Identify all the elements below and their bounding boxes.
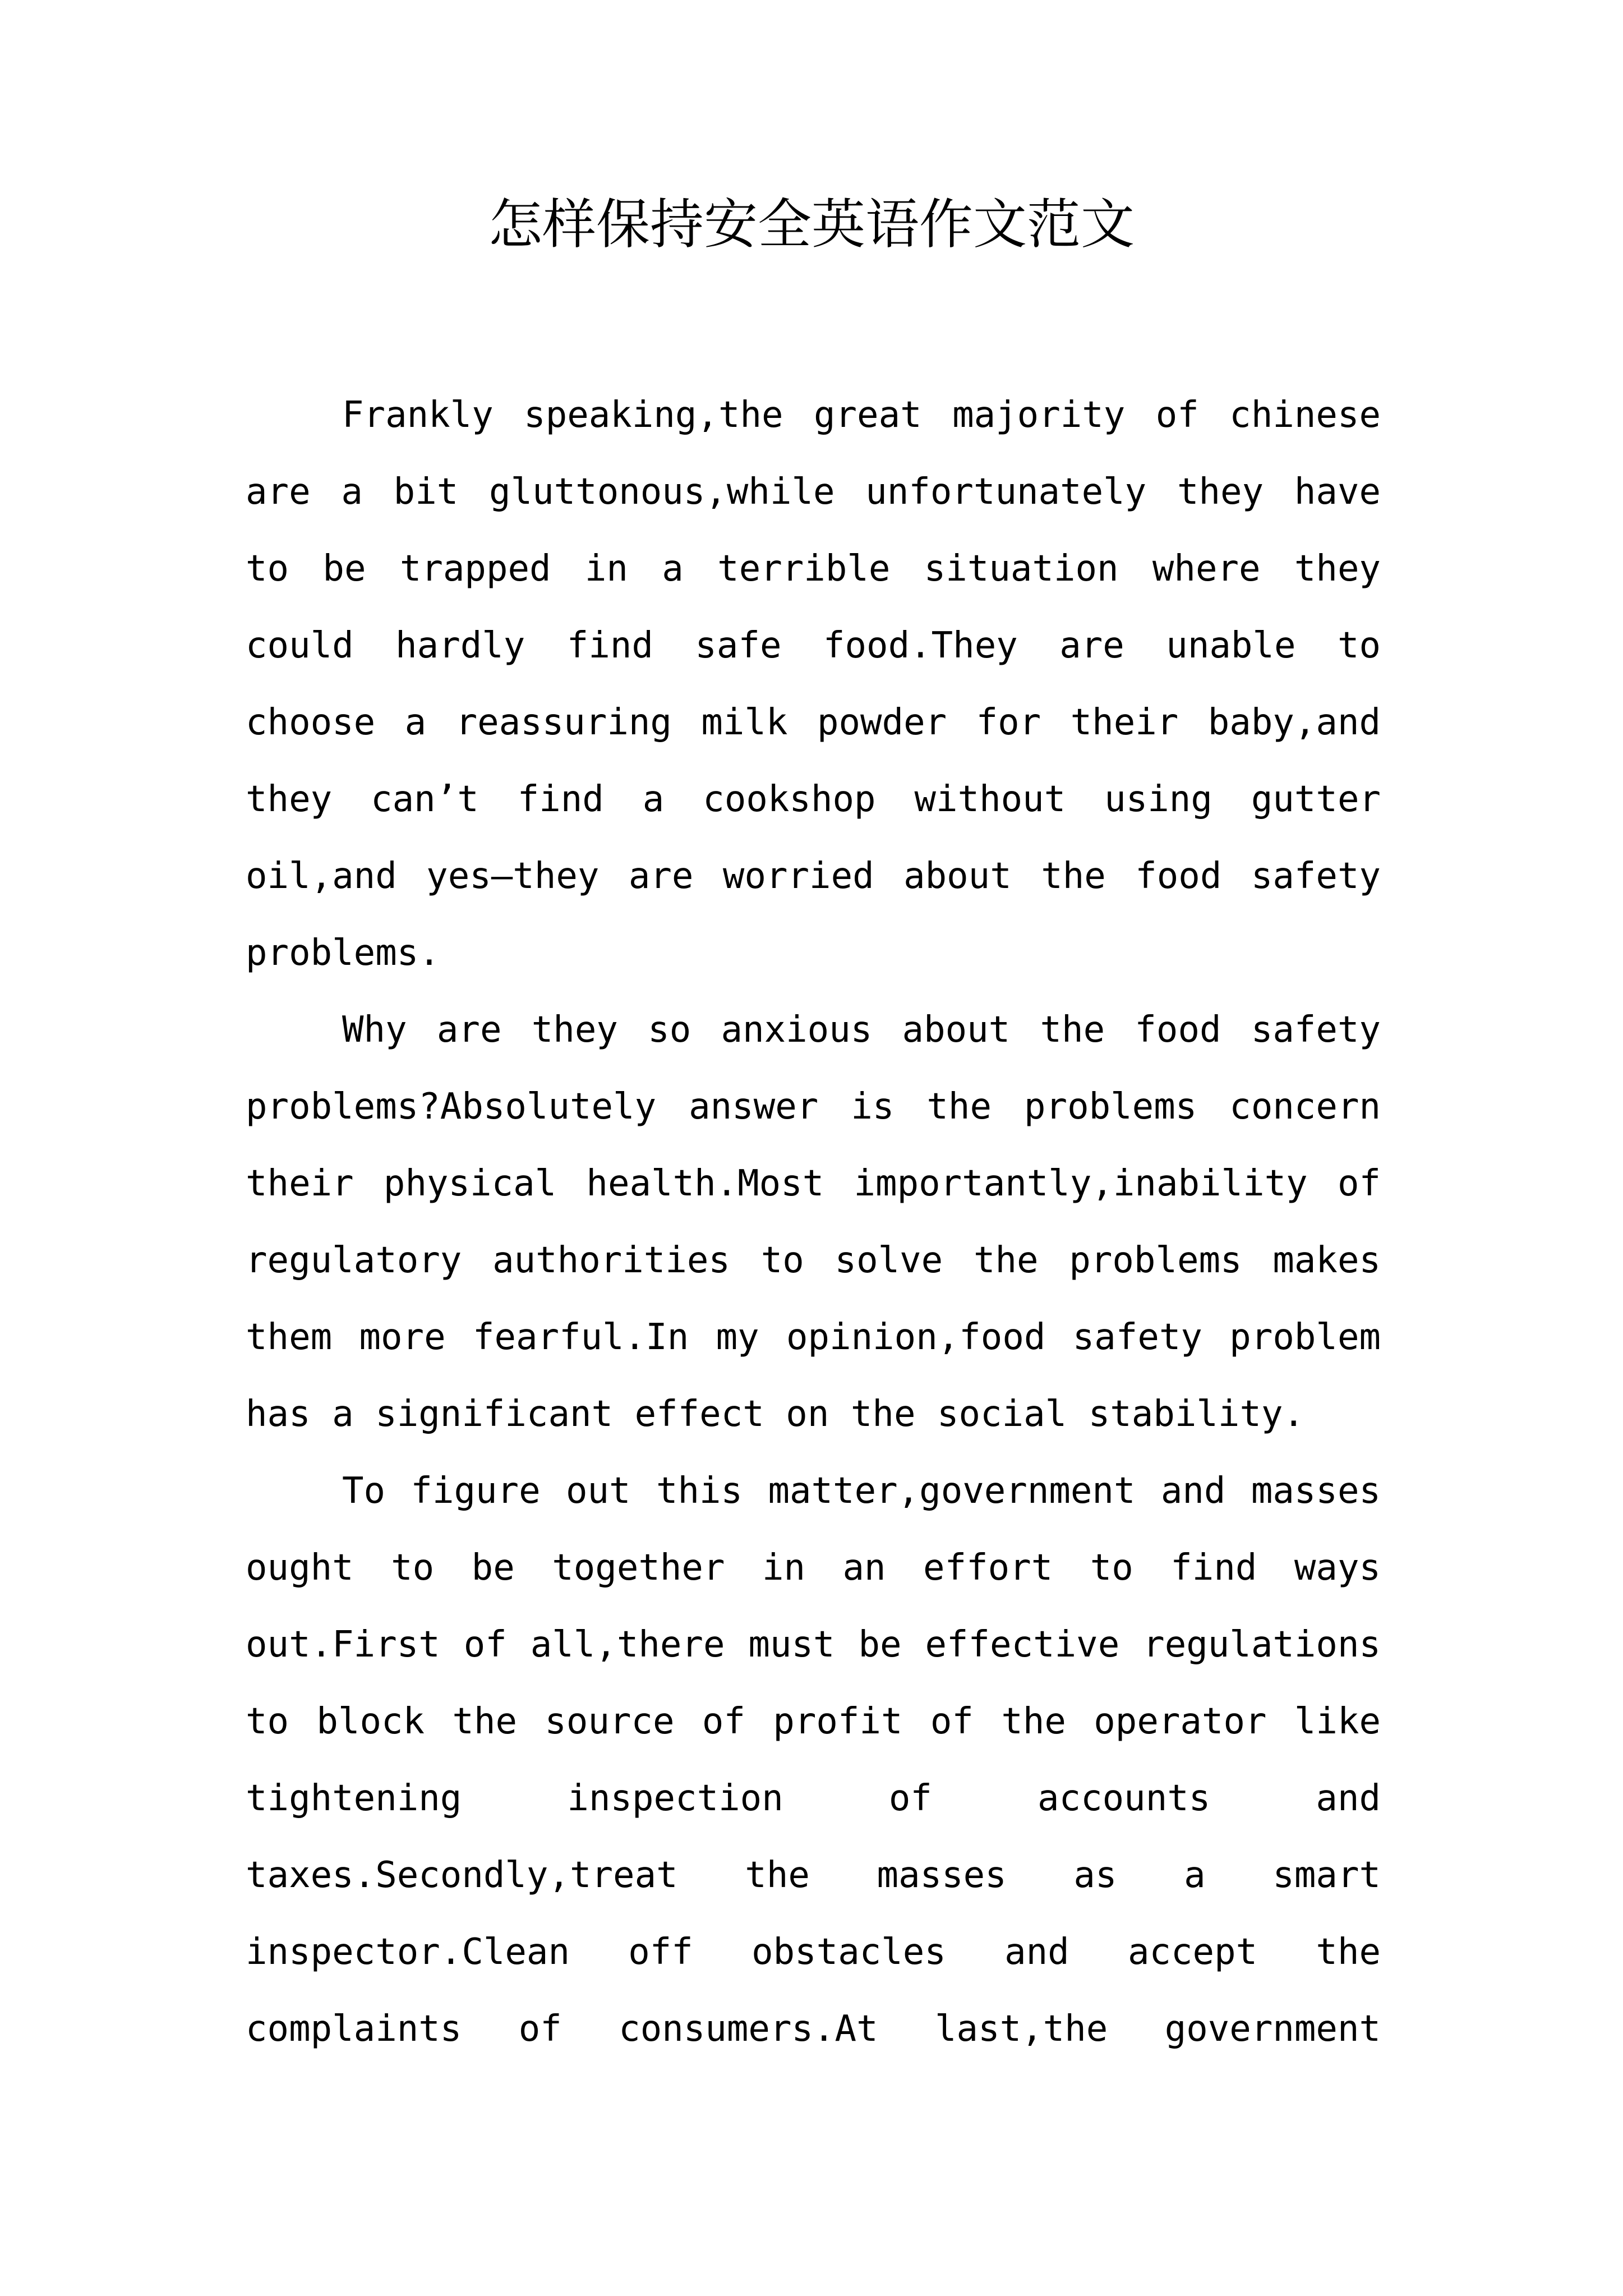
document-title: 怎样保持安全英语作文范文 bbox=[488, 193, 1135, 256]
paragraph-1: Frankly speaking,the great majority of chinese are a bit gluttonous,while unfortunately they have to be trapped in a terrible situation where they could hardly find safe food.They are unable to choose a reassuring milk powder for their baby,and they can’t find a cookshop without using gutter oil,and yes—they are worried about the food safety problems. bbox=[246, 394, 1381, 974]
paragraph-2: Why are they so anxious about the food safety problems?Absolutely answer is the problems concern their physical health.Most importantly,inability of regulatory authorities to solve the problems makes them more fearful.In my opinion,food safety problem has a significant effect on the social stability. bbox=[246, 1009, 1381, 1435]
document-body bbox=[246, 377, 1381, 2068]
paragraph-3: To figure out this matter,government and masses ought to be together in an effort to find ways out.First of all,there must be effective regulations to block the source of profit of the operator like tightening inspection of accounts and taxes.Secondly,treat the masses as a smart inspector.Clean off obstacles and accept the complaints of consumers.At last,the government bbox=[246, 1470, 1381, 2050]
